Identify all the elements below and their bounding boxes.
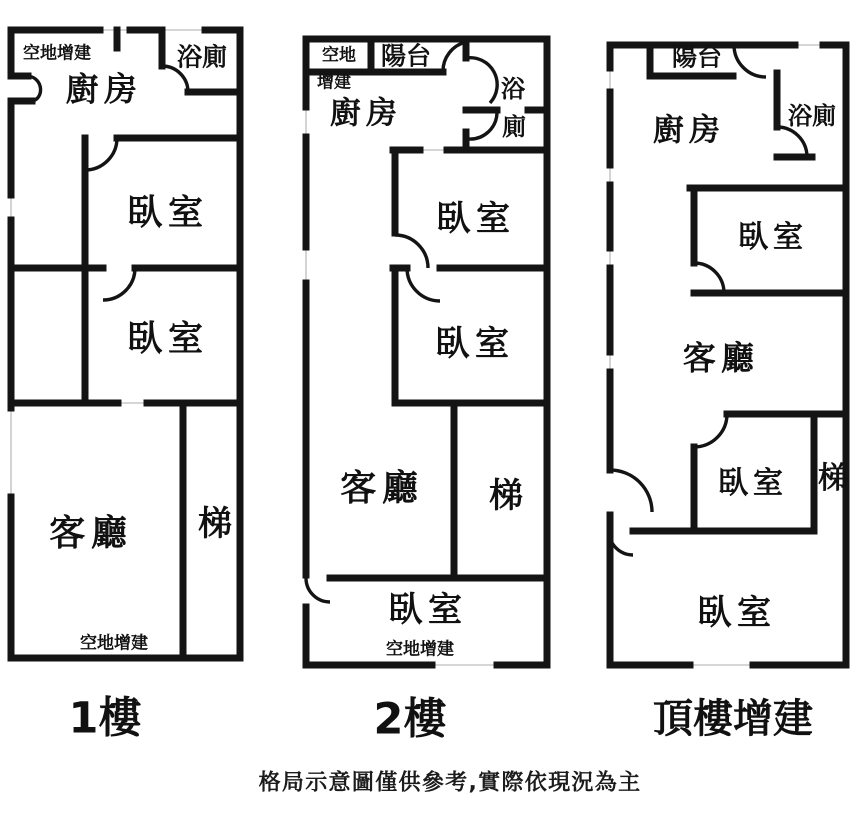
floor2-bathroom-line2-label: 廁 bbox=[502, 113, 526, 141]
floor3-stairs-label: 梯 bbox=[818, 461, 848, 496]
floor2-balcony-label: 陽台 bbox=[380, 41, 432, 71]
floor1-title: 1樓 bbox=[68, 693, 142, 744]
floor2-bathroom-line1-label: 浴 bbox=[501, 75, 525, 103]
floor2-vacant-land-bottom-label: 空地增建 bbox=[386, 639, 454, 660]
floor2-living-room-label: 客廳 bbox=[340, 468, 424, 509]
floor2-vacant-land-line2-label: 增建 bbox=[317, 72, 351, 93]
floor3-bathroom-label: 浴廁 bbox=[788, 102, 836, 130]
floor1-living-room-label: 客廳 bbox=[49, 513, 133, 554]
floor2-kitchen-label: 廚房 bbox=[330, 95, 402, 132]
floor3-bedroom1-label: 臥室 bbox=[738, 220, 808, 255]
floor3-bedroom3-label: 臥室 bbox=[697, 593, 777, 633]
floor3-bedroom2-label: 臥室 bbox=[718, 466, 788, 501]
floor3-title: 頂樓增建 bbox=[653, 696, 813, 742]
floor1-bedroom1-label: 臥室 bbox=[127, 193, 209, 234]
floor3-balcony-label: 陽台 bbox=[671, 42, 723, 72]
floor2-vacant-land-line1-label: 空地 bbox=[322, 45, 356, 66]
floor2-bedroom2-label: 臥室 bbox=[435, 324, 515, 364]
floor3-kitchen-label: 廚房 bbox=[653, 112, 725, 149]
floor1-bedroom2-label: 臥室 bbox=[127, 319, 209, 360]
floor1-vacant-land-bottom-label: 空地增建 bbox=[80, 633, 148, 654]
disclaimer-caption: 格局示意圖僅供參考,實際依現況為主 bbox=[258, 770, 642, 796]
floor1-kitchen-label: 廚房 bbox=[65, 69, 143, 109]
floor2-bedroom3-label: 臥室 bbox=[388, 590, 468, 630]
floor2-bedroom1-label: 臥室 bbox=[436, 199, 516, 239]
floor1-bathroom-label: 浴廁 bbox=[176, 42, 228, 72]
floor1-vacant-land-top-label: 空地增建 bbox=[23, 43, 91, 64]
floor2-stairs-label: 梯 bbox=[489, 476, 523, 516]
floor1-stairs-label: 梯 bbox=[198, 504, 232, 544]
floor2-title: 2樓 bbox=[373, 694, 447, 745]
floor3-living-room-label: 客廳 bbox=[682, 338, 760, 378]
